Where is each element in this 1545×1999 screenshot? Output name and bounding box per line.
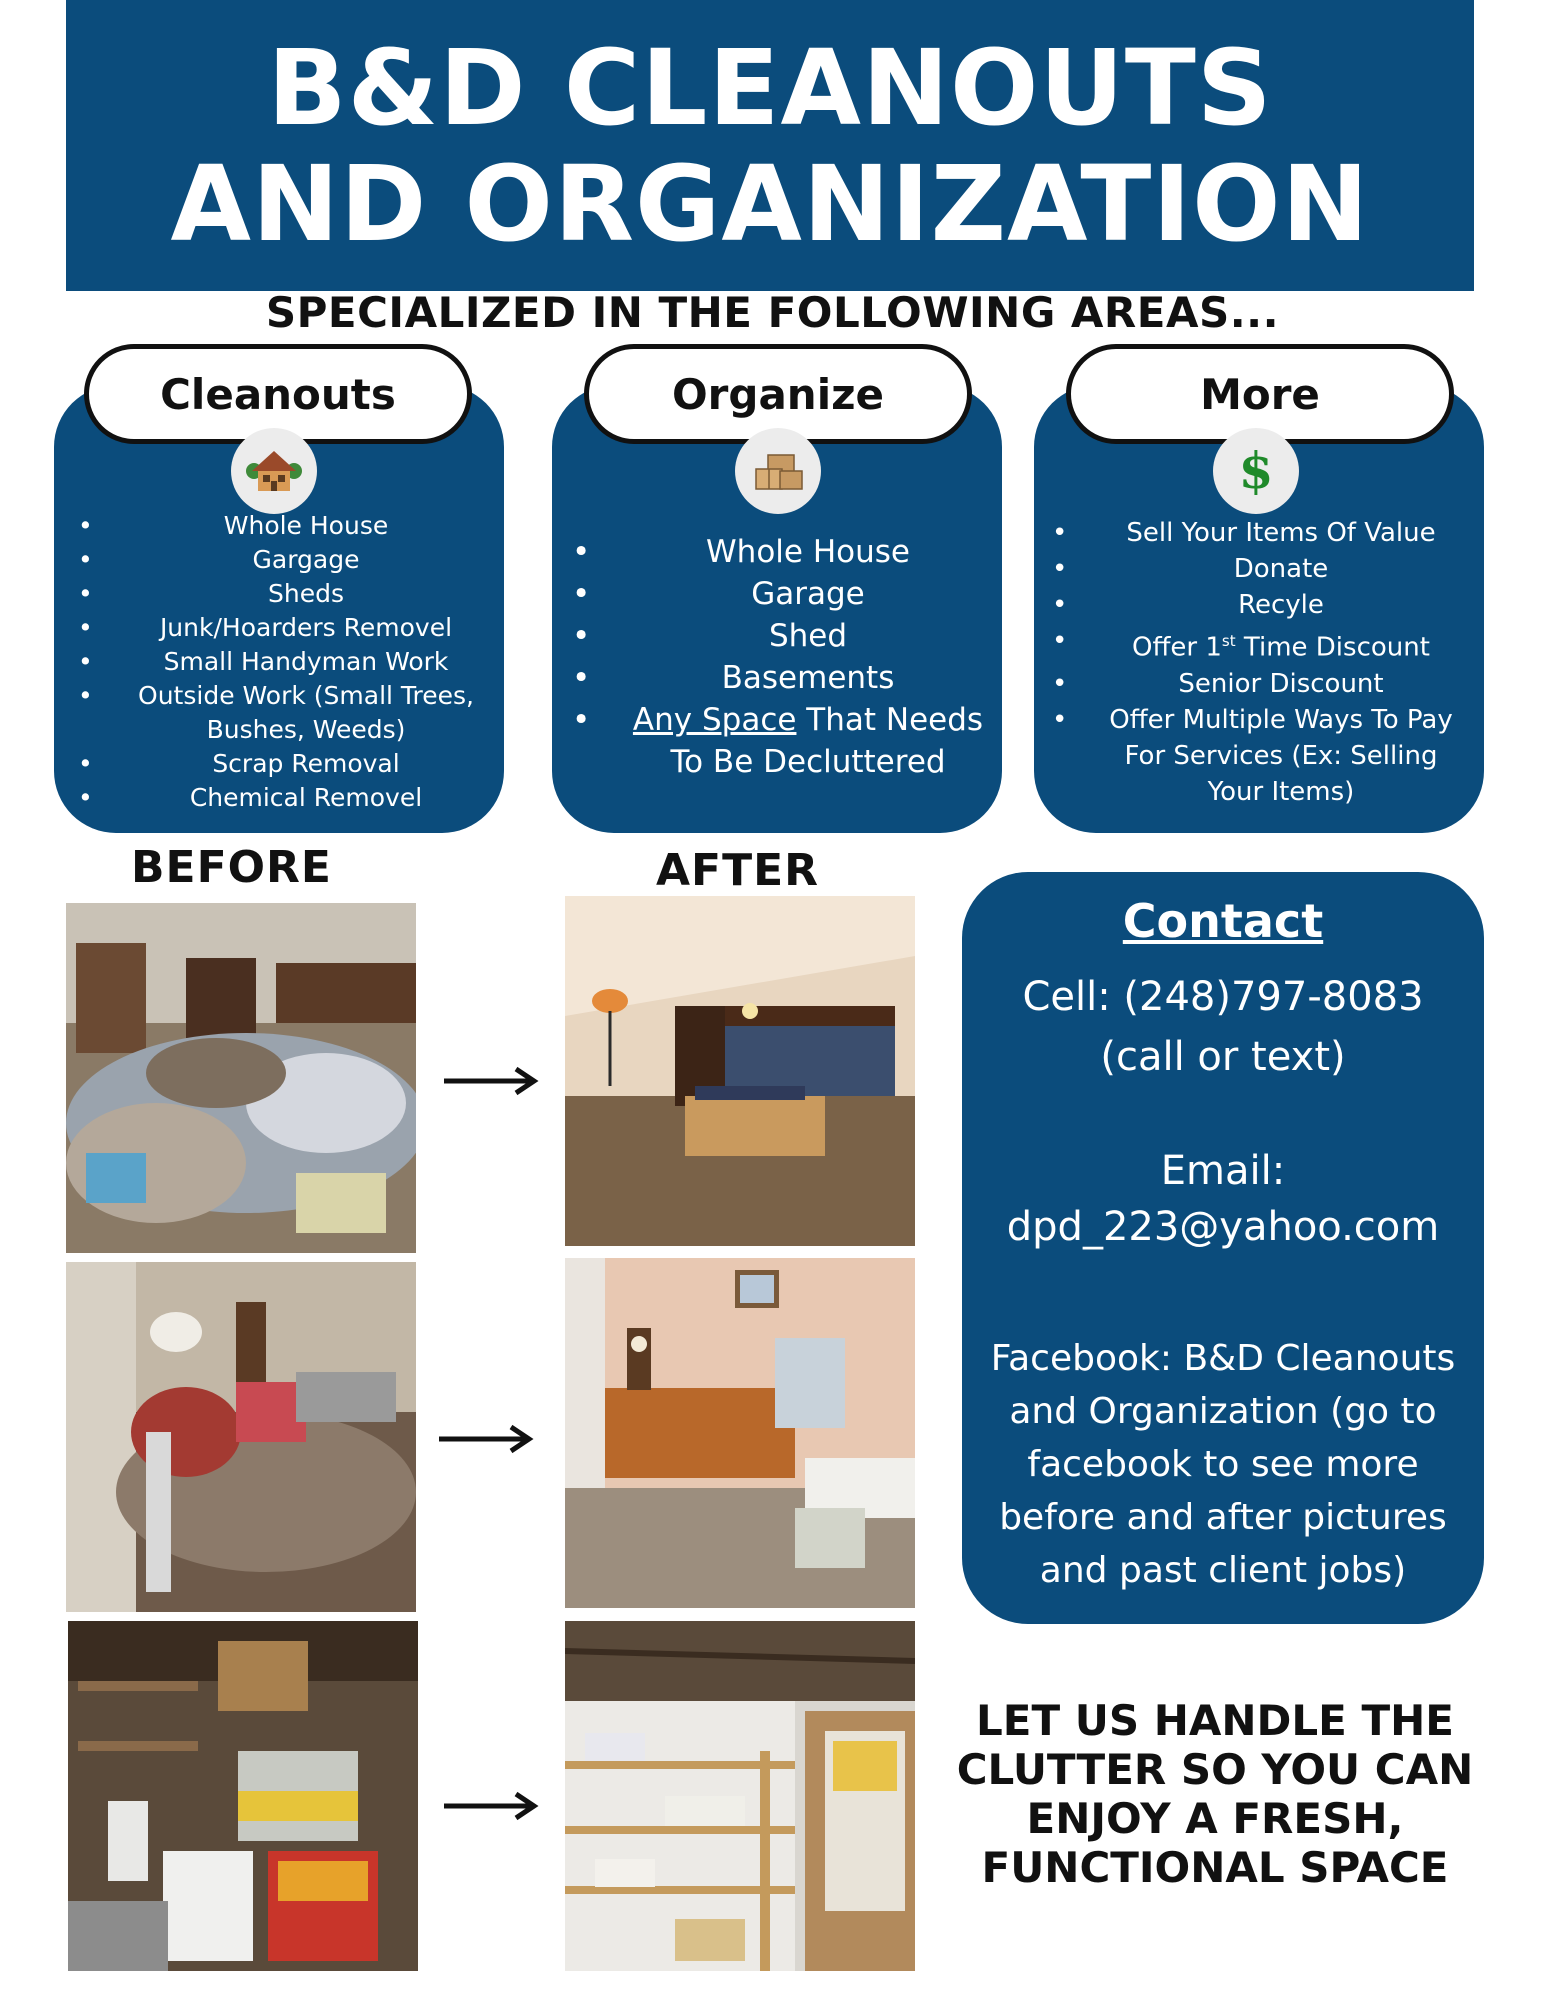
arrow-right-icon <box>444 1066 540 1096</box>
arrow-right-icon <box>444 1791 540 1821</box>
list-item: • Whole House <box>86 509 476 543</box>
cell-note: (call or text) <box>1100 1034 1346 1080</box>
organize-heading-text: Organize <box>671 369 885 419</box>
before-photo-dresser-room <box>66 1262 416 1612</box>
facebook-info: Facebook: B&D Cleanouts and Organization (go to facebook to see more before and after pictures and past client jobs) <box>990 1338 1456 1591</box>
discount-sup: st <box>1221 632 1236 650</box>
list-item: • Chemical Removel <box>86 781 476 815</box>
list-item: • Garage <box>580 573 990 615</box>
svg-text:$: $ <box>1238 441 1274 500</box>
after-photo-dresser-room <box>565 1258 915 1608</box>
email-address[interactable]: dpd_223@yahoo.com <box>1006 1204 1440 1250</box>
list-item: • Sheds <box>86 577 476 611</box>
list-item: • Outside Work (Small Trees, Bushes, Weeds) <box>86 679 476 747</box>
before-photo-basement <box>68 1621 418 1971</box>
list-item: • Scrap Removal <box>86 747 476 781</box>
list-item: • Gargage <box>86 543 476 577</box>
arrow-right-icon <box>439 1424 535 1454</box>
cleanouts-list <box>86 509 476 815</box>
list-item: • Recyle <box>1060 587 1460 623</box>
cell-phone[interactable]: Cell: (248)797-8083 <box>1022 974 1424 1020</box>
dollar-icon <box>1213 428 1299 514</box>
list-item: • Offer Multiple Ways To Pay For Services (Ex: Selling Your Items) <box>1060 702 1460 810</box>
more-list <box>1060 515 1460 810</box>
before-photo-bedroom <box>66 903 416 1253</box>
contact-card <box>962 872 1484 1624</box>
house-icon <box>231 428 317 514</box>
discount-pre: Offer 1 <box>1132 632 1222 663</box>
before-label: BEFORE <box>131 842 332 893</box>
list-item <box>1060 623 1460 666</box>
list-item: • Shed <box>580 615 990 657</box>
title-line-2: AND ORGANIZATION <box>170 142 1370 265</box>
organize-list <box>580 531 990 783</box>
email-label: Email: <box>1160 1148 1286 1194</box>
any-space-text: Any Space <box>632 702 797 738</box>
cleanouts-heading-text: Cleanouts <box>160 369 396 419</box>
more-heading-text: More <box>1200 369 1320 419</box>
after-label: AFTER <box>656 845 820 896</box>
title-banner <box>66 0 1474 291</box>
list-item: • Senior Discount <box>1060 666 1460 702</box>
tagline: LET US HANDLE THE CLUTTER SO YOU CAN ENJOY A FRESH, FUNCTIONAL SPACE <box>956 1696 1474 1892</box>
list-item: • Basements <box>580 657 990 699</box>
list-item: • Junk/Hoarders Removel <box>86 611 476 645</box>
title-line-1: B&D CLEANOUTS <box>267 26 1273 149</box>
list-item <box>580 699 990 783</box>
specialized-heading: SPECIALIZED IN THE FOLLOWING AREAS... <box>265 288 1280 337</box>
list-item: • Donate <box>1060 551 1460 587</box>
declutter-text: That Needs To Be Decluttered <box>670 702 984 780</box>
list-item: • Sell Your Items Of Value <box>1060 515 1460 551</box>
after-photo-basement <box>565 1621 915 1971</box>
contact-title: Contact <box>1122 894 1324 948</box>
boxes-icon <box>735 428 821 514</box>
after-photo-bedroom <box>565 896 915 1246</box>
discount-post: Time Discount <box>1235 632 1430 663</box>
list-item: • Whole House <box>580 531 990 573</box>
list-item: • Small Handyman Work <box>86 645 476 679</box>
